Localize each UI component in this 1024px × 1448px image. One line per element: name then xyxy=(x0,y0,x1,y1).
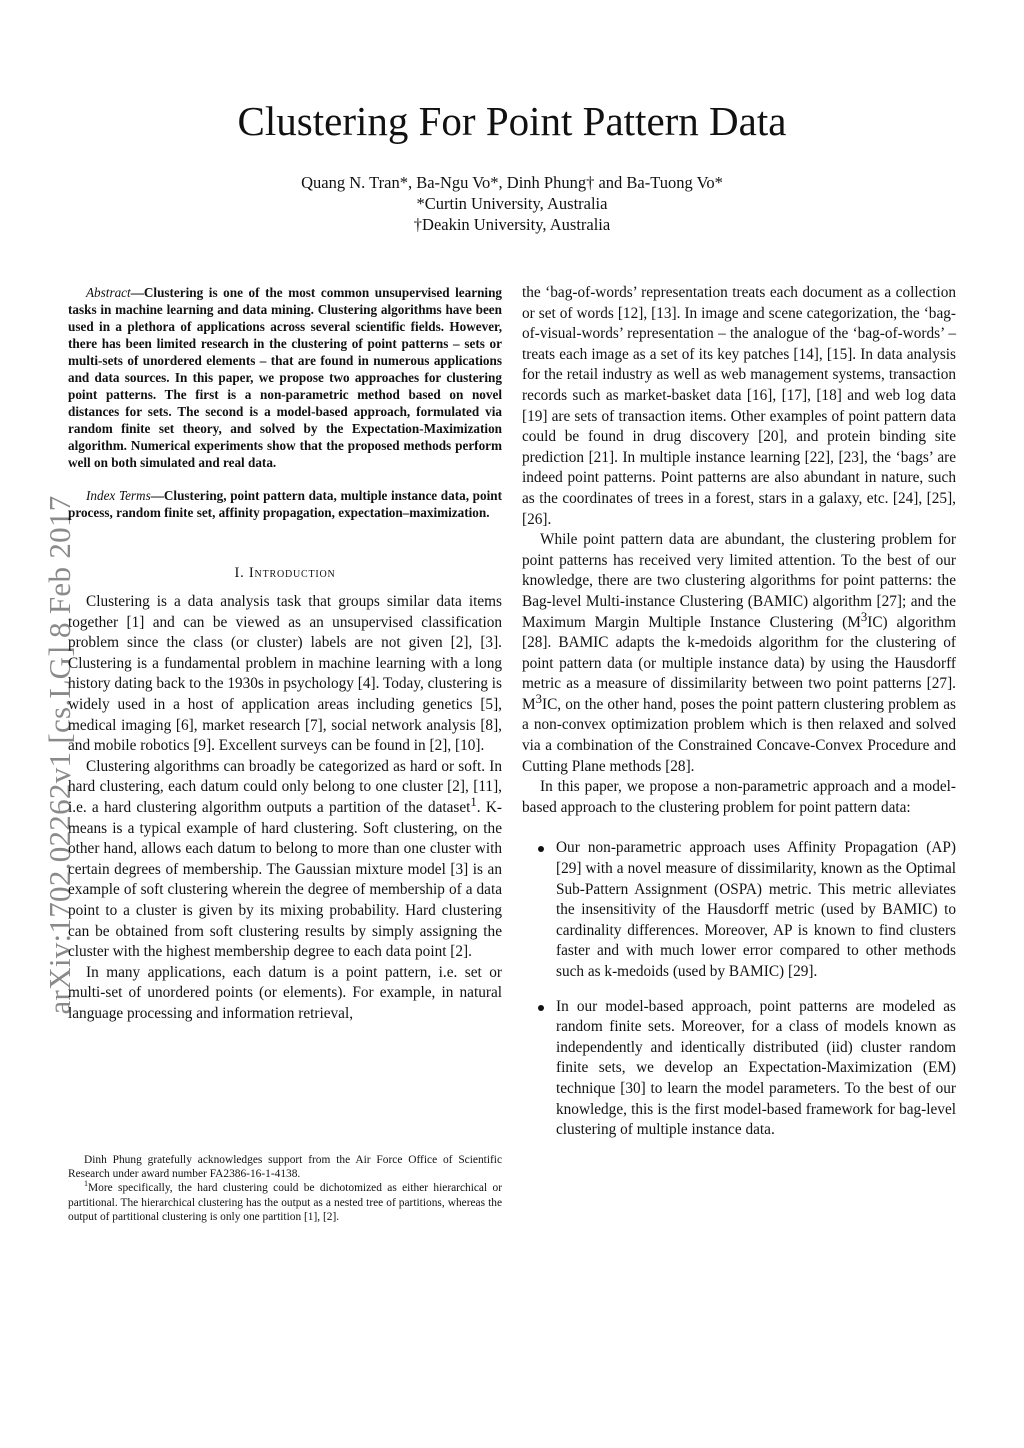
bullet-text: In our model-based approach, point patterns are modeled as random finite sets. Moreover, for a class of models known as independently and identically distributed (iid) cluster random finite sets, we develop an Expectation-Maximization (EM) technique [30] to learn the model parameters. To the best of our knowledge, this is the first model-based framework for bag-level clustering of multiple instance data. xyxy=(556,997,956,1139)
author-block xyxy=(0,172,1024,235)
right-paragraph-2 xyxy=(522,530,956,777)
section-heading-introduction: I. Introduction xyxy=(234,565,336,581)
index-terms-label: Index Terms xyxy=(86,488,151,503)
bullet-icon xyxy=(538,846,544,852)
left-column xyxy=(68,284,502,1024)
affiliation-deakin: †Deakin University, Australia xyxy=(413,215,611,234)
list-item xyxy=(522,838,956,982)
bullet-text: Our non-parametric approach uses Affinity Propagation (AP) [29] with a novel measure of dissimilarity, known as the Optimal Sub-Pattern Assignment (OSPA) metric. This metric alleviates the insensitivity of the Hausdorff metric (used by BAMIC) to cardinality differences. Moreover, AP is known to find clusters faster and with much lower error compared to other methods such as k-medoids (used by BAMIC) [29]. xyxy=(556,839,956,980)
list-item xyxy=(522,997,956,1141)
right-paragraph-3: In this paper, we propose a non-parametric approach and a model-based approach to the clustering problem for point pattern data: xyxy=(522,778,956,816)
index-terms-text: —Clustering, point pattern data, multiple instance data, point process, random finite set, affinity propagation, expectation–maximization. xyxy=(68,488,502,520)
intro-p2-before: Clustering algorithms can broadly be categorized as hard or soft. In hard clustering, each datum could only belong to one cluster [2], [11], i.e. a hard clustering algorithm outputs a partition of the dataset xyxy=(68,757,502,816)
footnotes xyxy=(68,1153,502,1224)
right-column xyxy=(522,283,956,1155)
index-terms xyxy=(68,487,502,521)
superscript-3: 3 xyxy=(535,691,542,706)
paper-title: Clustering For Point Pattern Data xyxy=(237,98,787,144)
affiliation-curtin: *Curtin University, Australia xyxy=(416,194,608,213)
intro-paragraph-2 xyxy=(68,757,502,963)
abstract-label: Abstract xyxy=(86,285,131,300)
right-p2-after: IC, on the other hand, poses the point pattern clustering problem as a non-convex optimization problem which is then relaxed and solved via a combination of the Constrained Concave-Convex Procedure and Cutting Plane methods [28]. xyxy=(522,695,956,775)
footnote-1 xyxy=(68,1181,502,1224)
footnote-1-text: More specifically, the hard clustering could be dichotomized as either hierarchical or partitional. The hierarchical clustering has the output as a nested tree of partitions, whereas the output of partitional clustering is only one partition [1], [2]. xyxy=(68,1182,502,1223)
bullet-icon xyxy=(538,1005,544,1011)
author-list: Quang N. Tran*, Ba-Ngu Vo*, Dinh Phung† and Ba-Tuong Vo* xyxy=(301,173,723,192)
right-p2-before: While point pattern data are abundant, the clustering problem for point patterns has received very limited attention. To the best of our knowledge, there are two clustering algorithms for point patterns: the Bag-level Multi-instance Clustering (BAMIC) algorithm [27]; and the Maximum Margin Multiple Instance Clustering (M xyxy=(522,531,956,631)
contribution-list xyxy=(522,838,956,1140)
right-p2-mid: IC) algorithm [28]. BAMIC adapts the k-medoids algorithm for the clustering of point pattern data (or multiple instance data) by using the Hausdorff metric as a measure of dissimilarity between two point patterns [27]. M xyxy=(522,613,956,713)
arxiv-stamp-text: arXiv:1702.02262v1 [cs.LG] 8 Feb 2017 xyxy=(42,495,77,1015)
footnote-1-marker: 1 xyxy=(84,1179,88,1189)
intro-p2-after: . K-means is a typical example of hard clustering. Soft clustering, on the other hand, allows each datum to belong to more than one cluster with certain degrees of membership. The Gaussian mixture model [3] is an example of soft clustering wherein the degree of membership of a data point to a cluster is given by its mixing probability. Hard clustering can be obtained from soft clustering results by simply assigning the cluster with the highest membership degree to each data point [2]. xyxy=(68,798,503,961)
footnote-funding: Dinh Phung gratefully acknowledges support from the Air Force Office of Scientific Research under award number FA2386-16-1-4138. xyxy=(68,1154,502,1181)
superscript-3: 3 xyxy=(860,609,868,624)
abstract-text: —Clustering is one of the most common unsupervised learning tasks in machine learning and data mining. Clustering algorithms have been used in a plethora of applications across several scientific fields. However, there has been limited research in the clustering of point patterns – sets or multi-sets of unordered elements – that are found in numerous applications and data sources. In this paper, we propose two approaches for clustering point patterns. The first is a non-parametric method based on novel distances for sets. The second is a model-based approach, formulated via random finite set theory, and solved by the Expectation-Maximization algorithm. Numerical experiments show that the proposed methods perform well on both simulated and real data. xyxy=(68,285,502,470)
intro-paragraph-3: In many applications, each datum is a point pattern, i.e. set or multi-set of unordered points (or elements). For example, in natural language processing and information retrieval, xyxy=(68,963,502,1022)
abstract xyxy=(68,284,502,471)
footnote-marker: 1 xyxy=(470,794,477,809)
right-paragraph-1: the ‘bag-of-words’ representation treats each document as a collection or set of words [12], [13]. In image and scene categorization, the ‘bag-of-visual-words’ representation – the analogue of the ‘bag-of-words’ – treats each image as a set of its key patches [14], [15]. In data analysis for the retail industry as well as web management systems, transaction records such as market-basket data [16], [17], [18] and web log data [19] are sets of transaction items. Other examples of point pattern data could be found in drug discovery [20], and protein binding site prediction [21]. In multiple instance learning [22], [23], the ‘bags’ are indeed point patterns. Point patterns are also abundant in nature, such as the coordinates of trees in a forest, stars in a galaxy, etc. [24], [25], [26]. xyxy=(522,284,956,528)
intro-paragraph-1: Clustering is a data analysis task that groups similar data items together [1] and can be viewed as an unsupervised classification problem since the class (or cluster) labels are not given [2], [3]. Clustering is a fundamental problem in machine learning with a long history dating back to the 1930s in psychology [4]. Today, clustering is widely used in a host of application areas including genetics [5], medical imaging [6], market research [7], social network analysis [8], and mobile robotics [9]. Excellent surveys can be found in [2], [10]. xyxy=(68,593,502,755)
